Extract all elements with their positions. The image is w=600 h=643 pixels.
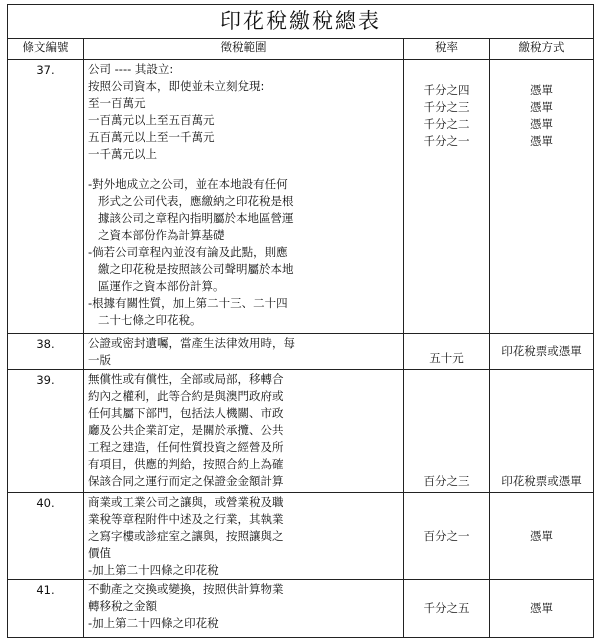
method-value: 憑單 — [530, 117, 553, 131]
method-value: 印花稅票或憑單 — [501, 344, 582, 358]
rate-value: 千分之四 — [423, 83, 470, 97]
article-no: 40. — [8, 493, 84, 580]
scope-line: 商業或工業公司之讓與，或營業稅及職 — [88, 495, 284, 509]
rate-value: 百分之三 — [423, 474, 470, 488]
rate-value: 千分之二 — [423, 117, 470, 131]
scope-line: 無償性或有償性，全部或局部，移轉合 — [88, 372, 284, 386]
scope-line: 不動產之交換或變換，按照供計算物業 — [88, 582, 284, 596]
scope-line: 二十七條之印花稅。 — [98, 313, 202, 327]
method-cell — [490, 334, 594, 370]
method-value: 印花稅票或憑單 — [501, 474, 582, 488]
header-article-no: 條文編號 — [8, 39, 84, 60]
scope-line: 轉移稅之金額 — [88, 599, 157, 613]
method-cell — [490, 580, 594, 638]
rate-cell — [404, 493, 490, 580]
scope-line: 公司 ---- 其設立: — [88, 62, 174, 76]
method-cell — [490, 370, 594, 493]
scope-line: 保該合同之運行而定之保證金金額計算 — [88, 474, 284, 488]
scope-line: 工程之建造，任何性質投資之經營及所 — [88, 440, 284, 454]
scope-cell — [84, 370, 404, 493]
header-method: 繳稅方式 — [490, 39, 594, 60]
article-no: 38. — [8, 334, 84, 370]
scope-cell — [84, 334, 404, 370]
scope-line: 一版 — [88, 353, 111, 367]
rate-value: 百分之一 — [423, 528, 470, 543]
scope-line: 區運作之資本部份計算。 — [98, 279, 225, 293]
header-scope: 徵稅範圍 — [84, 39, 404, 60]
scope-line: 據該公司之章程內指明屬於本地區營運 — [98, 211, 294, 225]
scope-line: 業稅等章程附件中述及之行業，其執業 — [88, 512, 284, 526]
scope-line: 之寫字樓或診症室之讓與，按照讓與之 — [88, 529, 284, 543]
table-row-41 — [8, 580, 594, 638]
scope-line: 之資本部份作為計算基礎 — [98, 228, 225, 242]
scope-line: -加上第二十四條之印花稅 — [88, 563, 219, 577]
scope-line: 公證或密封遺囑，當產生法律效用時，每 — [88, 336, 295, 350]
scope-line: 廳及公共企業訂定，是關於承攬、公共 — [88, 423, 284, 437]
scope-line: -倘若公司章程內並沒有論及此點，則應 — [88, 245, 288, 259]
scope-line: 至一百萬元 — [88, 96, 146, 110]
method-value: 憑單 — [530, 100, 553, 114]
header-row — [8, 39, 594, 60]
method-value: 憑單 — [530, 601, 553, 615]
article-no: 39. — [8, 370, 84, 493]
method-cell — [490, 60, 594, 334]
rate-value: 五十元 — [429, 351, 464, 365]
scope-line: 約內之權利，此等合約是與澳門政府或 — [88, 389, 284, 403]
scope-cell — [84, 580, 404, 638]
rate-value: 千分之一 — [423, 134, 470, 148]
rate-cell — [404, 580, 490, 638]
article-no: 41. — [8, 580, 84, 638]
method-value: 憑單 — [530, 528, 553, 543]
table-row-38 — [8, 334, 594, 370]
rate-cell — [404, 60, 490, 334]
scope-cell — [84, 60, 404, 334]
table-row-37 — [8, 60, 594, 334]
article-no: 37. — [8, 60, 84, 334]
scope-line: -對外地成立之公司，並在本地設有任何 — [88, 177, 288, 191]
table-title: 印花稅繳稅總表 — [220, 9, 381, 33]
scope-line: 繳之印花稅是按照該公司聲明屬於本地 — [98, 262, 294, 276]
method-cell — [490, 493, 594, 580]
table-row-40 — [8, 493, 594, 580]
scope-line: 價值 — [88, 546, 111, 560]
method-value: 憑單 — [530, 134, 553, 148]
scope-line: 五百萬元以上至一千萬元 — [88, 130, 215, 144]
scope-line: 一千萬元以上 — [88, 147, 157, 161]
scope-line: 一百萬元以上至五百萬元 — [88, 113, 215, 127]
scope-line: 按照公司資本，即使並未立刻兌現: — [88, 79, 265, 93]
rate-value: 千分之三 — [423, 100, 470, 114]
scope-cell — [84, 493, 404, 580]
header-rate: 稅率 — [404, 39, 490, 60]
scope-line: 形式之公司代表，應繳納之印花稅是根 — [98, 194, 294, 208]
scope-line: -加上第二十四條之印花稅 — [88, 616, 219, 630]
rate-value: 千分之五 — [423, 601, 470, 615]
table-title-cell — [8, 5, 594, 39]
spacer — [88, 163, 399, 176]
table-row-39 — [8, 370, 594, 493]
scope-line: -根據有關性質，加上第二十三、二十四 — [88, 296, 288, 310]
rate-cell — [404, 334, 490, 370]
scope-line: 任何其屬下部門，包括法人機關、市政 — [88, 406, 284, 420]
rate-cell — [404, 370, 490, 493]
method-value: 憑單 — [530, 83, 553, 97]
stamp-duty-table — [7, 4, 594, 638]
scope-line: 有項目，供應的判給，按照合約上為確 — [88, 457, 284, 471]
